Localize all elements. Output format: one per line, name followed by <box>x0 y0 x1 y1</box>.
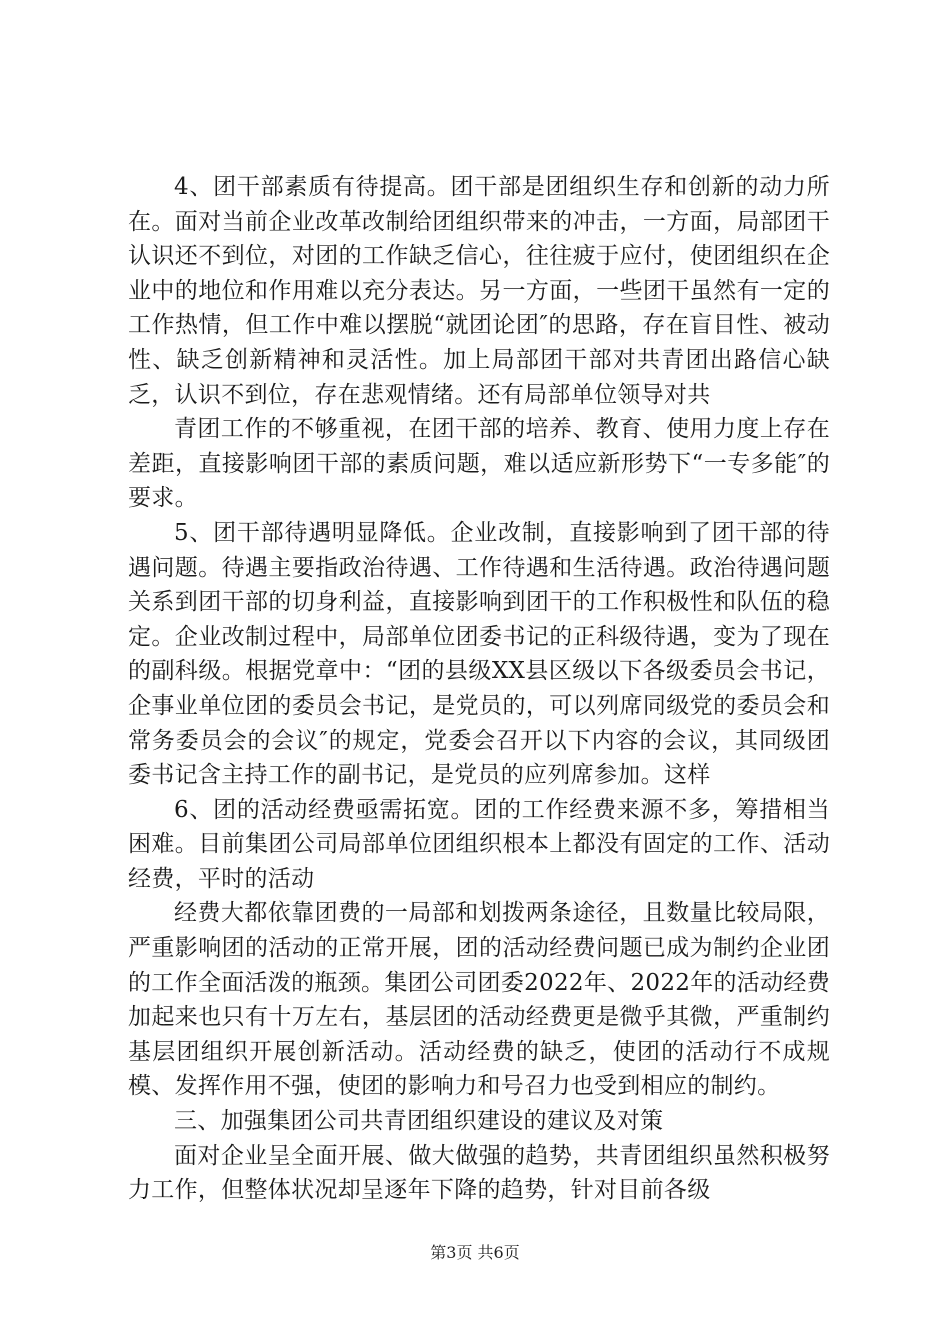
paragraph-1: 4、团干部素质有待提高。团干部是团组织生存和创新的动力所在。面对当前企业改革改制给团组织带来的冲击，一方面，局部团干认识还不到位，对团的工作缺乏信心，往往疲于应付，使团组织在企业中的地位和作用难以充分表达。另一方面，一些团干虽然有一定的工作热情，但工作中难以摆脱“就团论团″的思路，存在盲目性、被动性、缺乏创新精神和灵活性。加上局部团干部对共青团出路信心缺乏，认识不到位，存在悲观情绪。还有局部单位领导对共 <box>128 174 830 408</box>
paragraph-2: 青团工作的不够重视，在团干部的培养、教育、使用力度上存在差距，直接影响团干部的素质问题，难以适应新形势下“一专多能″的要求。 <box>128 416 830 512</box>
page-number-footer: 第3页 共6页 <box>430 1243 520 1262</box>
paragraph-7: 面对企业呈全面开展、做大做强的趋势，共青团组织虽然积极努力工作，但整体状况却呈逐年下降的趋势，针对目前各级 <box>128 1142 830 1204</box>
section-heading: 三、加强集团公司共青团组织建设的建议及对策 <box>174 1108 664 1135</box>
document-body <box>128 170 830 1208</box>
paragraph-3: 5、团干部待遇明显降低。企业改制，直接影响到了团干部的待遇问题。待遇主要指政治待遇、工作待遇和生活待遇。政治待遇问题关系到团干部的切身利益，直接影响到团干的工作积极性和队伍的稳定。企业改制过程中，局部单位团委书记的正科级待遇，变为了现在的副科级。根据党章中：“团的县级XX县区级以下各级委员会书记，企事业单位团的委员会书记，是党员的，可以列席同级党的委员会和常务委员会的会议″的规定，党委会召开以下内容的会议，其同级团委书记含主持工作的副书记，是党员的应列席参加。这样 <box>128 519 830 789</box>
paragraph-4: 6、团的活动经费亟需拓宽。团的工作经费来源不多，筹措相当困难。目前集团公司局部单位团组织根本上都没有固定的工作、活动经费，平时的活动 <box>128 796 830 892</box>
paragraph-5: 经费大都依靠团费的一局部和划拨两条途径，且数量比较局限，严重影响团的活动的正常开展，团的活动经费问题已成为制约企业团的工作全面活泼的瓶颈。集团公司团委2022年、2022年的活动经费加起来也只有十万左右，基层团的活动经费更是微乎其微，严重制约基层团组织开展创新活动。活动经费的缺乏，使团的活动行不成规模、发挥作用不强，使团的影响力和号召力也受到相应的制约。 <box>128 900 830 1100</box>
